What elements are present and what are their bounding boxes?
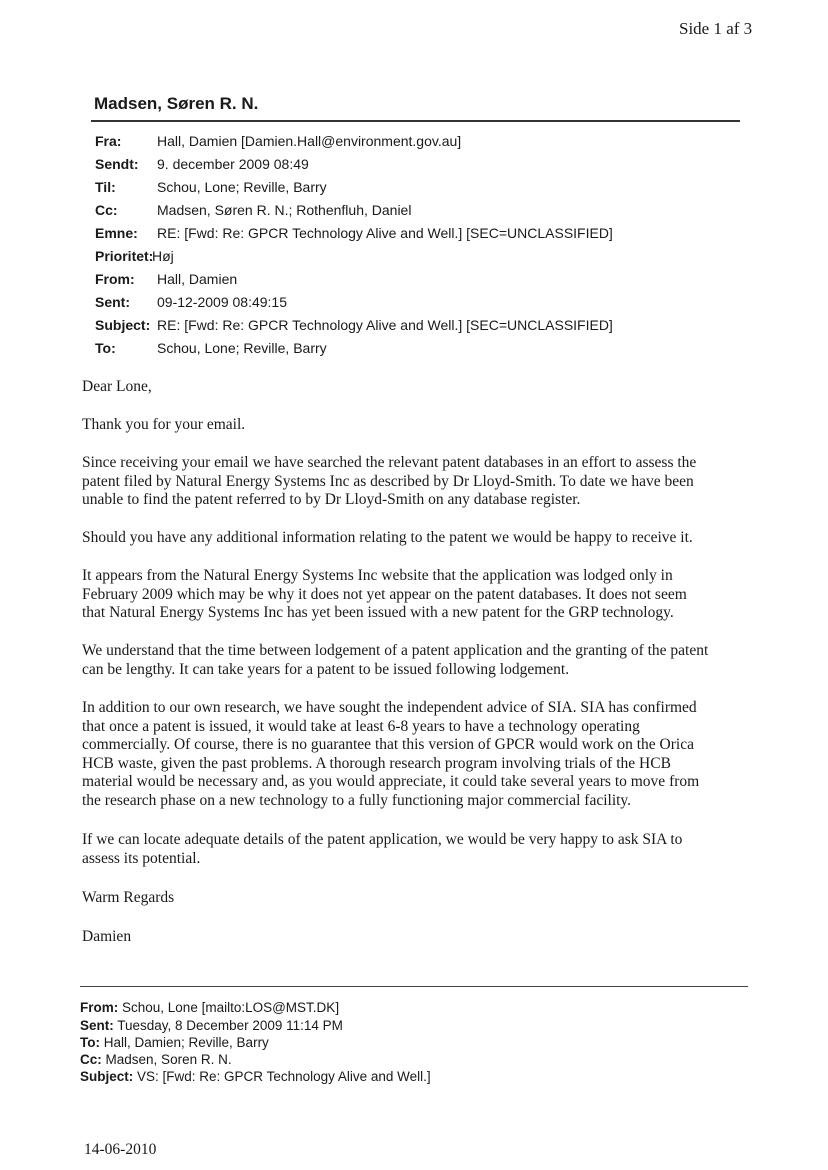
header-label: Emne: [95,225,138,241]
body-paragraph-4 [82,567,750,623]
body-paragraph-6 [82,699,750,810]
text-line: In addition to our own research, we have sought the independent advice of SIA. SIA has confirmed [82,699,697,716]
sender-name: Madsen, Søren R. N. [94,94,259,113]
header-value: Madsen, Søren R. N.; Rothenfluh, Daniel [157,202,412,218]
signature: Damien [82,928,132,945]
forwarded-label: Cc: [80,1052,102,1067]
header-label: Til: [95,179,116,195]
text-line: We understand that the time between lodgement of a patent application and the granting of the patent [82,642,709,659]
forwarded-value: VS: [Fwd: Re: GPCR Technology Alive and Well.] [137,1069,431,1084]
header-value: RE: [Fwd: Re: GPCR Technology Alive and Well.] [SEC=UNCLASSIFIED] [157,317,613,333]
forwarded-value: Schou, Lone [mailto:LOS@MST.DK] [122,1000,340,1015]
forwarded-row-to [80,1035,269,1050]
forwarded-label: To: [80,1035,100,1050]
forwarded-row-sent [80,1018,343,1033]
forwarded-divider [80,986,748,987]
text-line: patent filed by Natural Energy Systems Inc as described by Dr Lloyd-Smith. To date we have been [82,472,694,490]
header-label: Sent: [95,294,130,310]
greeting: Dear Lone, [82,378,152,395]
text-line: that Natural Energy Systems Inc has yet been issued with a new patent for the GRP technology. [82,604,674,621]
header-value: 9. december 2009 08:49 [157,156,309,172]
header-value: Høj [152,248,174,264]
text-line: assess its potential. [82,849,201,867]
body-paragraph-7 [82,831,750,868]
header-value: Hall, Damien [Damien.Hall@environment.gov.au] [157,133,462,149]
text-line: February 2009 which may be why it does not yet appear on the patent databases. It does not seem [82,585,687,603]
text-line: unable to find the patent referred to by Dr Lloyd-Smith on any database register. [82,491,581,508]
header-value: Schou, Lone; Reville, Barry [157,179,327,195]
text-line: Since receiving your email we have searched the relevant patent databases in an effort to assess the [82,454,697,471]
header-value: Schou, Lone; Reville, Barry [157,340,327,356]
forwarded-value: Madsen, Soren R. N. [105,1052,232,1067]
text-line: can be lengthy. It can take years for a patent to be issued following lodgement. [82,660,570,678]
header-label: Sendt: [95,156,139,172]
closing: Warm Regards [82,889,175,906]
forwarded-row-subject [80,1069,431,1084]
text-line: commercially. Of course, there is no guarantee that this version of GPCR would work on the Orica [82,736,694,753]
text-line: the research phase on a new technology to a fully functioning major commercial facility. [82,791,632,809]
forwarded-label: From: [80,1000,119,1015]
header-label: Cc: [95,202,118,218]
forwarded-label: Subject: [80,1069,134,1084]
page-number: Side 1 af 3 [679,19,753,38]
header-value: 09-12-2009 08:49:15 [157,294,287,310]
text-line: It appears from the Natural Energy Systems Inc website that the application was lodged only in [82,567,673,584]
body-paragraph-1: Thank you for your email. [82,416,246,433]
header-label: To: [95,340,116,356]
body-paragraph-2 [82,454,750,510]
header-label: Prioritet: [95,248,154,264]
forwarded-value: Tuesday, 8 December 2009 11:14 PM [117,1018,343,1033]
text-line: material would be necessary and, as you would appreciate, it could take several years to move from [82,773,700,790]
text-line: that once a patent is issued, it would take at least 6-8 years to have a technology operating [82,717,640,735]
forwarded-row-cc [80,1052,232,1067]
forwarded-label: Sent: [80,1018,114,1033]
text-line: If we can locate adequate details of the patent application, we would be very happy to ask SIA to [82,831,683,848]
forwarded-value: Hall, Damien; Reville, Barry [103,1035,269,1050]
header-label: From: [95,271,135,287]
body-paragraph-3: Should you have any additional information relating to the patent we would be happy to receive it. [82,529,693,546]
header-label: Subject: [95,317,151,333]
header-value: Hall, Damien [157,271,238,287]
header-divider [91,120,740,122]
print-date: 14-06-2010 [84,1141,157,1158]
header-value: RE: [Fwd: Re: GPCR Technology Alive and Well.] [SEC=UNCLASSIFIED] [157,225,613,241]
text-line: HCB waste, given the past problems. A thorough research program involving trials of the HCB [82,754,671,772]
body-paragraph-5 [82,642,750,679]
header-label: Fra: [95,133,122,149]
forwarded-row-from [80,1000,339,1015]
